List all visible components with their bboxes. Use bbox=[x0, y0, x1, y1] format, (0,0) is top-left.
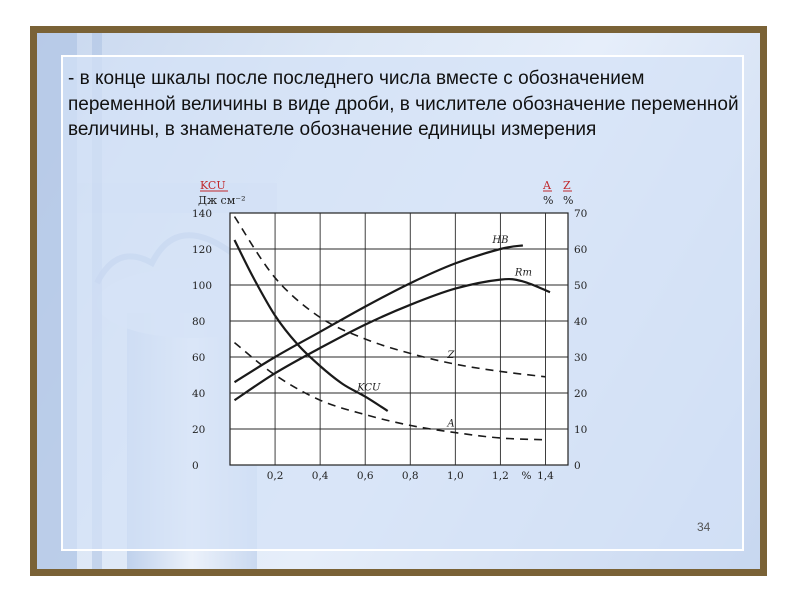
left-axis-denominator: Дж см⁻² bbox=[198, 194, 246, 207]
page-number: 34 bbox=[697, 520, 711, 534]
y-right-tick-label-0: 0 bbox=[574, 460, 581, 472]
y-left-tick-label-3: 60 bbox=[192, 352, 206, 364]
y-right-tick-label-3: 30 bbox=[574, 352, 588, 364]
series-kcu-label: KCU bbox=[357, 382, 381, 394]
y-left-tick-label-2: 40 bbox=[192, 388, 206, 400]
y-left-tick-label-1: 20 bbox=[192, 424, 206, 436]
y-left-tick-label-5: 100 bbox=[192, 280, 213, 292]
body-text: - в конце шкалы после последнего числа вместе с обозначением переменной величины в виде дроби, в числителе обозначение переменной величины, в знаменателе обозначение единицы измерения bbox=[68, 68, 739, 140]
y-right-tick-label-4: 40 bbox=[574, 316, 588, 328]
plot-area bbox=[230, 213, 568, 465]
x-tick-label-6: 1,4 bbox=[537, 470, 554, 482]
y-right-tick-label-7: 70 bbox=[574, 208, 588, 220]
right-axis-numerator-z: Z bbox=[563, 179, 571, 192]
left-axis-numerator: KCU bbox=[200, 179, 226, 192]
left-axis-unit bbox=[198, 179, 246, 207]
grid bbox=[230, 213, 568, 465]
series-rm-label: Rm bbox=[514, 267, 532, 279]
y-right-tick-label-1: 10 bbox=[574, 424, 588, 436]
y-left-tick-label-0: 0 bbox=[192, 460, 199, 472]
x-tick-label-0: 0,2 bbox=[266, 470, 284, 482]
x-tick-label-1: 0,4 bbox=[311, 470, 329, 482]
right-axis-units bbox=[542, 179, 573, 207]
x-tick-label-5: 1,2 bbox=[492, 470, 509, 482]
y-right-tick-label-5: 50 bbox=[574, 280, 588, 292]
series-z-label: Z bbox=[447, 350, 455, 362]
x-tick-label-2: 0,6 bbox=[356, 470, 374, 482]
chart bbox=[190, 175, 590, 495]
y-left-tick-label-7: 140 bbox=[192, 208, 213, 220]
x-tick-label-4: 1,0 bbox=[446, 470, 464, 482]
series-a-label: A bbox=[447, 418, 455, 430]
y-left-tick-label-4: 80 bbox=[192, 316, 206, 328]
x-tick-label-3: 0,8 bbox=[401, 470, 419, 482]
series-hb-label: HB bbox=[492, 235, 509, 246]
y-right-tick-label-2: 20 bbox=[574, 388, 588, 400]
y-left-tick-label-6: 120 bbox=[192, 244, 213, 256]
right-axis-denominator-z: % bbox=[563, 194, 574, 207]
right-axis-numerator-a: A bbox=[543, 179, 551, 192]
y-right-tick-label-6: 60 bbox=[574, 244, 588, 256]
x-axis-unit-label: % bbox=[521, 470, 532, 482]
right-axis-denominator-a: % bbox=[543, 194, 554, 207]
